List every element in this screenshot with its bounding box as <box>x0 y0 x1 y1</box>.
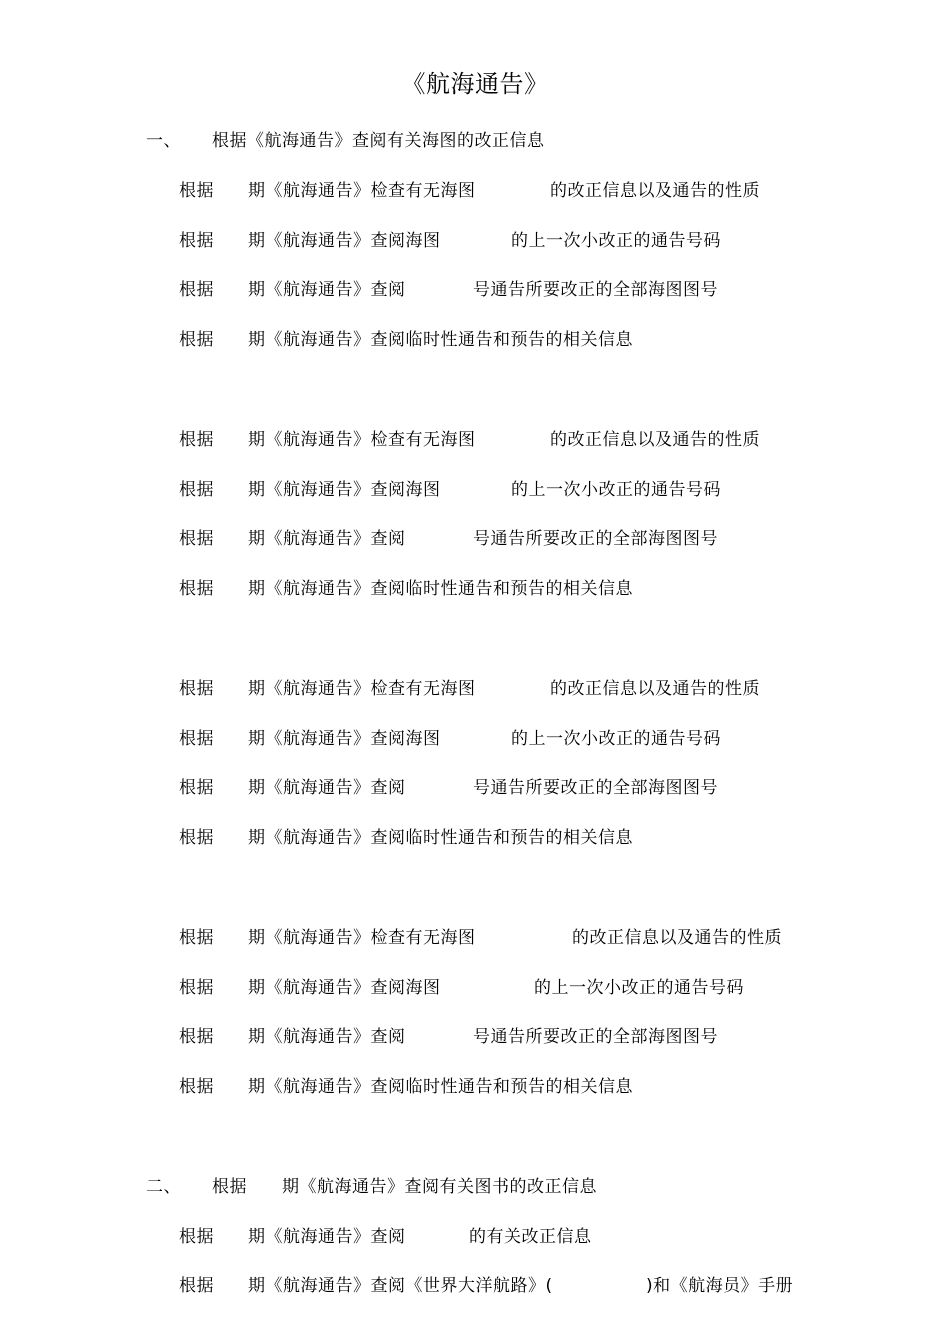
section-2-number: 二、 <box>146 1177 181 1197</box>
row-middle: 期《航海通告》查阅海图 <box>248 480 441 500</box>
row-suffix: 的改正信息以及通告的性质 <box>572 928 782 948</box>
section-1-heading: 根据《航海通告》查阅有关海图的改正信息 <box>212 131 545 151</box>
row-middle: 期《航海通告》检查有无海图 <box>248 928 476 948</box>
row-middle: 期《航海通告》查阅 <box>248 778 406 798</box>
row-prefix: 根据 <box>179 928 214 948</box>
row-middle: 期《航海通告》查阅海图 <box>248 231 441 251</box>
row-suffix: 的上一次小改正的通告号码 <box>511 231 721 251</box>
row-prefix: 根据 <box>179 978 214 998</box>
row-prefix: 根据 <box>179 529 214 549</box>
row-middle: 期《航海通告》查阅 <box>248 1027 406 1047</box>
row-suffix: )和《航海员》手册 <box>646 1276 794 1296</box>
row-suffix: 的上一次小改正的通告号码 <box>511 480 721 500</box>
row-suffix: 号通告所要改正的全部海图图号 <box>473 529 718 549</box>
row-suffix: 号通告所要改正的全部海图图号 <box>473 778 718 798</box>
row-prefix: 根据 <box>179 231 214 251</box>
row-middle: 期《航海通告》查阅海图 <box>248 729 441 749</box>
row-suffix: 的改正信息以及通告的性质 <box>550 679 760 699</box>
row-middle: 期《航海通告》查阅临时性通告和预告的相关信息 <box>248 330 633 350</box>
row-prefix: 根据 <box>179 330 214 350</box>
row-prefix: 根据 <box>179 181 214 201</box>
row-suffix: 号通告所要改正的全部海图图号 <box>473 280 718 300</box>
row-suffix: 的上一次小改正的通告号码 <box>534 978 744 998</box>
row-prefix: 根据 <box>179 1276 214 1296</box>
document-title: 《航海通告》 <box>401 70 549 98</box>
row-prefix: 根据 <box>179 679 214 699</box>
row-middle: 期《航海通告》查阅海图 <box>248 978 441 998</box>
row-prefix: 根据 <box>179 1227 214 1247</box>
row-middle: 期《航海通告》查阅《世界大洋航路》( <box>248 1276 553 1296</box>
row-middle: 期《航海通告》查阅临时性通告和预告的相关信息 <box>248 1077 633 1097</box>
row-suffix: 的改正信息以及通告的性质 <box>550 430 760 450</box>
row-middle: 期《航海通告》查阅 <box>248 529 406 549</box>
row-prefix: 根据 <box>179 280 214 300</box>
row-middle: 期《航海通告》检查有无海图 <box>248 679 476 699</box>
row-prefix: 根据 <box>179 729 214 749</box>
section-2-heading-prefix: 根据 <box>212 1177 247 1197</box>
row-middle: 期《航海通告》查阅 <box>248 280 406 300</box>
row-middle: 期《航海通告》查阅临时性通告和预告的相关信息 <box>248 579 633 599</box>
row-suffix: 号通告所要改正的全部海图图号 <box>473 1027 718 1047</box>
row-suffix: 的上一次小改正的通告号码 <box>511 729 721 749</box>
row-suffix: 的改正信息以及通告的性质 <box>550 181 760 201</box>
section-2-heading: 期《航海通告》查阅有关图书的改正信息 <box>282 1177 597 1197</box>
row-prefix: 根据 <box>179 480 214 500</box>
row-middle: 期《航海通告》检查有无海图 <box>248 430 476 450</box>
row-prefix: 根据 <box>179 828 214 848</box>
section-1-number: 一、 <box>146 131 181 151</box>
row-suffix: 的有关改正信息 <box>469 1227 592 1247</box>
row-prefix: 根据 <box>179 1077 214 1097</box>
row-prefix: 根据 <box>179 778 214 798</box>
row-middle: 期《航海通告》检查有无海图 <box>248 181 476 201</box>
row-prefix: 根据 <box>179 1027 214 1047</box>
row-middle: 期《航海通告》查阅临时性通告和预告的相关信息 <box>248 828 633 848</box>
row-prefix: 根据 <box>179 579 214 599</box>
row-prefix: 根据 <box>179 430 214 450</box>
row-middle: 期《航海通告》查阅 <box>248 1227 406 1247</box>
